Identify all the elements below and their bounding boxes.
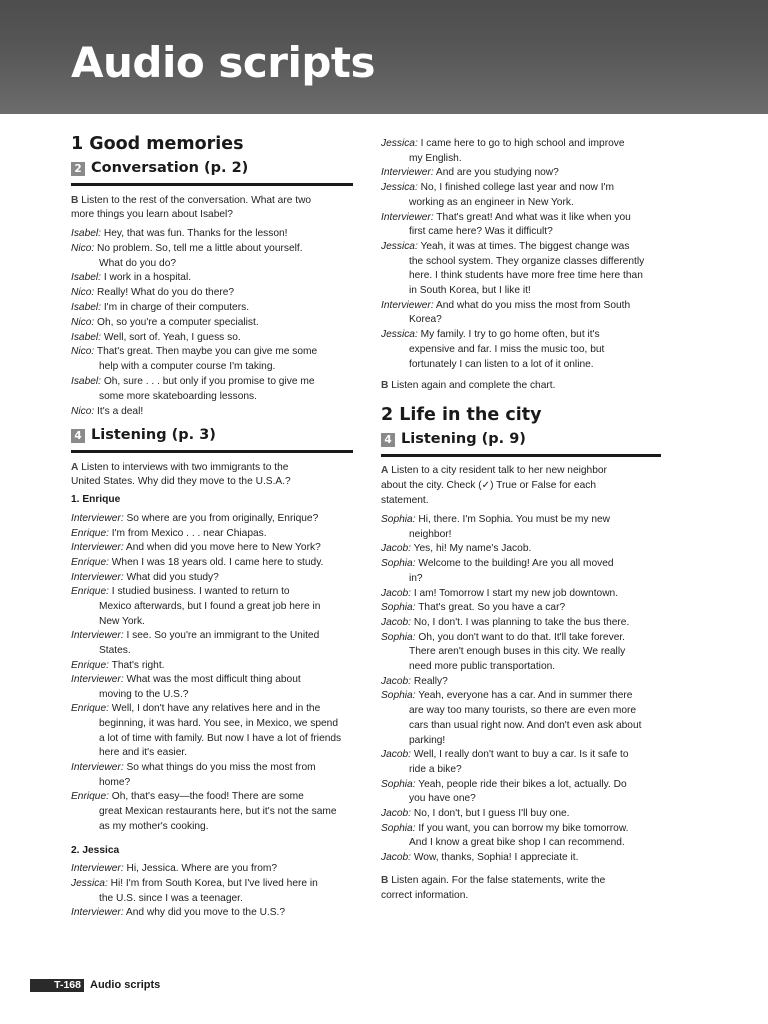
transcript-line [381,631,625,644]
line-text: Oh, that's easy—the food! There are some [108,791,304,803]
transcript-line [99,257,176,270]
transcript-line [381,748,629,761]
task-b-instruction-cont: correct information. [381,890,469,901]
line-text: New York. [99,615,145,627]
speaker-name: Enrique: [71,791,109,803]
line-text: Mexico afterwards, but I found a great job here in [99,600,321,612]
task-a-instruction [71,461,288,474]
transcript-line [71,659,165,672]
task-text: Listen to interviews with two immigrants to the [78,462,289,473]
section-listening-heading [71,428,353,444]
line-text: And why did you move to the U.S.? [123,907,286,919]
transcript-line [381,211,631,224]
transcript-line [409,269,643,282]
speaker-name: Nico: [71,346,95,358]
transcript-line [409,645,625,658]
transcript-line [409,196,574,209]
speaker-name: Interviewer: [381,167,434,179]
speaker-name: Sophia: [381,602,416,614]
transcript-line [381,513,610,526]
line-text: parking! [409,734,446,746]
transcript-line [71,629,319,642]
transcript-line [71,761,316,774]
transcript-line [71,375,314,388]
line-text: And when did you move here to New York? [123,542,321,554]
speaker-name: Interviewer: [71,571,124,583]
speaker-name: Enrique: [71,586,109,598]
speaker-name: Sophia: [381,631,416,643]
line-text: working as an engineer in New York. [409,196,574,208]
transcript-line [409,719,641,732]
line-text: I see. So you're an immigrant to the United [123,630,320,642]
unit-2-title: 2 Life in the city [381,405,542,425]
speaker-name: Nico: [71,316,95,328]
line-text: beginning, it was hard. You see, in Mexico, we spend [99,718,338,730]
line-text: I am! Tomorrow I start my new job downtown. [411,587,619,599]
line-text: And are you studying now? [433,167,559,179]
task-a-instruction-cont: United States. Why did they move to the U.S.A.? [71,476,291,487]
speaker-name: Jacob: [381,749,412,761]
section-number-badge: 2 [71,162,85,176]
speaker-name: Sophia: [381,514,416,525]
line-text: first came here? Was it difficult? [409,226,553,238]
line-text: need more public transportation. [409,661,556,672]
transcript-line [99,615,145,628]
speaker-name: Interviewer: [71,513,124,524]
task-label: B [381,380,389,391]
line-text: moving to the U.S.? [99,688,189,700]
transcript-line [409,763,462,776]
line-text: Yes, hi! My name's Jacob. [411,543,532,555]
section-conversation-heading [71,161,353,177]
transcript-line [381,137,625,150]
line-text: fortunately I can listen to a lot of it online. [409,358,594,370]
speaker-name: Enrique: [71,659,109,671]
transcript-line [409,836,625,849]
speaker-name: Interviewer: [71,630,124,642]
transcript-line [381,616,629,629]
transcript-line [409,313,442,326]
line-text: in? [409,572,423,584]
header-band [0,0,768,114]
line-text: as my mother's cooking. [99,820,209,832]
transcript-line [71,527,267,540]
line-text: the U.S. since I was a teenager. [99,892,243,904]
line-text: No, I don't. I was planning to take the bus there. [411,616,630,628]
line-text: States. [99,644,131,656]
transcript-line [99,732,341,745]
transcript-line [71,571,219,584]
transcript-line [409,528,451,541]
line-text: Hey, that was fun. Thanks for the lesson! [101,228,288,239]
transcript-line [381,299,630,312]
speaker-name: Interviewer: [71,863,124,874]
line-text: My family. I try to go home often, but it's [417,329,600,341]
line-text: That's right. [108,659,165,671]
line-text: When I was 18 years old. I came here to study. [108,556,324,568]
transcript-line [381,328,600,341]
speaker-name: Interviewer: [71,762,124,774]
page-title: Audio scripts [71,38,375,87]
line-text: cars than usual right now. And don't even ask about [409,719,642,731]
speaker-name: Sophia: [381,822,416,834]
line-text: What was the most difficult thing about [123,674,301,686]
transcript-line [381,778,627,791]
task-label: B [71,195,79,206]
transcript-line [409,734,445,747]
transcript-line [71,286,234,299]
speaker-name: Interviewer: [71,907,124,919]
line-text: I'm in charge of their computers. [101,302,250,313]
speaker-name: Jessica: [381,240,418,252]
transcript-line [99,360,275,373]
line-text: neighbor! [409,528,452,540]
line-text: There aren't enough buses in this city. We really [409,646,626,658]
line-text: Well, sort of. Yeah, I guess so. [101,331,241,343]
line-text: you have one? [409,793,476,805]
transcript-line [381,587,618,600]
line-text: some more skateboarding lessons. [99,390,257,402]
line-text: expensive and far. I miss the music too, but [409,343,605,355]
transcript-line [71,862,277,875]
transcript-line [409,358,594,371]
transcript-line [71,301,249,314]
line-text: Hi, Jessica. Where are you from? [123,863,278,874]
line-text: Yeah, everyone has a car. And in summer there [415,690,633,702]
subheading-enrique: 1. Enrique [71,494,121,505]
speaker-name: Interviewer: [71,542,124,554]
speaker-name: Jacob: [381,675,412,687]
line-text: Oh, so you're a computer specialist. [94,316,259,328]
line-text: great Mexican restaurants here, but it's not the same [99,806,337,817]
line-text: Korea? [409,314,442,326]
task-label: A [381,465,389,476]
section-title: Conversation (p. 2) [91,160,249,176]
transcript-line [381,675,448,688]
line-text: are way too many tourists, so there are even more [409,705,637,717]
transcript-line [99,776,130,789]
line-text: And what do you miss the most from South [433,299,631,311]
line-text: the school system. They organize classes differently [409,255,645,267]
transcript-line [71,405,143,418]
speaker-name: Isabel: [71,376,102,387]
task-text: Listen again and complete the chart. [388,380,556,391]
task-a-instruction [381,464,607,477]
speaker-name: Sophia: [381,778,416,790]
speaker-name: Enrique: [71,703,109,715]
section-title: Listening (p. 9) [401,431,526,447]
line-text: No problem. So, tell me a little about yourself. [94,242,303,254]
speaker-name: Jessica: [381,329,418,341]
section-rule [71,450,353,453]
task-label: A [71,462,79,473]
line-text: my English. [409,152,462,164]
speaker-name: Jessica: [381,182,418,194]
transcript-line [99,688,188,701]
transcript-line [409,704,636,717]
speaker-name: Interviewer: [381,299,434,311]
task-b-instruction-cont: more things you learn about Isabel? [71,209,233,220]
transcript-line [381,851,578,864]
line-text: Oh, you don't want to do that. It'll take forever. [415,631,626,643]
task-b-instruction [381,874,605,887]
line-text: If you want, you can borrow my bike tomorrow. [415,822,629,834]
speaker-name: Enrique: [71,527,109,539]
line-text: Really! What do you do there? [94,287,235,299]
speaker-name: Jacob: [381,808,412,819]
transcript-line [381,542,531,555]
unit-1-title: 1 Good memories [71,134,244,154]
line-text: So what things do you miss the most from [123,762,316,774]
line-text: I came here to go to high school and improve [417,138,625,149]
transcript-line [409,225,553,238]
speaker-name: Interviewer: [71,674,124,686]
transcript-line [99,644,131,657]
transcript-line [71,242,303,255]
page-number-tag: T-168 [30,979,84,992]
line-text: Really? [411,675,448,687]
task-text: Listen to a city resident talk to her new neighbor [388,465,607,476]
transcript-line [99,892,243,905]
line-text: Wow, thanks, Sophia! I appreciate it. [411,852,579,864]
transcript-line [71,271,191,284]
transcript-line [71,673,301,686]
line-text: What do you do? [99,257,177,269]
section-rule [381,454,661,457]
speaker-name: Nico: [71,242,95,254]
line-text: That's great. Then maybe you can give me some [94,346,318,358]
transcript-line [381,807,570,820]
transcript-line [71,790,304,803]
transcript-line [71,316,259,329]
transcript-line [71,906,285,919]
speaker-name: Nico: [71,405,95,417]
transcript-line [71,702,320,715]
transcript-line [99,805,337,818]
transcript-line [381,822,628,835]
transcript-line [99,746,187,759]
line-text: Oh, sure . . . but only if you promise to give me [101,376,315,387]
transcript-line [71,877,318,890]
transcript-line [409,660,555,673]
transcript-line [381,166,559,179]
line-text: Welcome to the building! Are you all moved [415,558,614,570]
line-text: What did you study? [123,571,219,583]
task-b-instruction [71,194,311,207]
line-text: It's a deal! [94,405,144,417]
transcript-line [409,792,476,805]
transcript-line [409,152,462,165]
section-listening-heading [381,432,661,448]
speaker-name: Interviewer: [381,211,434,223]
line-text: in South Korea, but I like it! [409,285,531,296]
line-text: Yeah, people ride their bikes a lot, actually. Do [415,778,627,790]
line-text: here and it's easier. [99,747,188,759]
line-text: So where are you from originally, Enrique? [123,513,319,524]
speaker-name: Jacob: [381,852,412,864]
line-text: And I know a great bike shop I can recommend. [409,837,625,849]
task-label: B [381,875,389,886]
transcript-line [71,227,288,240]
line-text: ride a bike? [409,763,462,775]
line-text: That's great. So you have a car? [415,602,566,614]
line-text: No, I don't, but I guess I'll buy one. [411,808,570,819]
transcript-line [71,556,323,569]
speaker-name: Nico: [71,287,95,299]
task-a-instruction-cont: statement. [381,495,429,506]
transcript-line [409,572,423,585]
transcript-line [99,717,338,730]
line-text: I'm from Mexico . . . near Chiapas. [108,527,267,539]
transcript-line [409,343,604,356]
transcript-line [99,600,320,613]
line-text: Yeah, it was at times. The biggest change was [417,240,630,252]
line-text: help with a computer course I'm taking. [99,361,276,373]
speaker-name: Jacob: [381,543,412,555]
task-text: Listen again. For the false statements, write the [388,875,606,886]
line-text: here. I think students have more free time here than [409,270,643,282]
subheading-jessica: 2. Jessica [71,845,120,856]
speaker-name: Jacob: [381,587,412,599]
transcript-line [71,512,318,525]
speaker-name: Sophia: [381,558,416,570]
transcript-line [381,557,614,570]
line-text: No, I finished college last year and now I'm [417,182,614,194]
transcript-line [409,255,644,268]
speaker-name: Isabel: [71,272,102,284]
line-text: Well, I really don't want to buy a car. Is it safe to [411,749,629,761]
speaker-name: Jessica: [381,138,418,149]
footer-label: Audio scripts [90,979,161,991]
speaker-name: Isabel: [71,228,102,239]
line-text: home? [99,776,131,788]
task-text: Listen to the rest of the conversation. What are two [78,195,312,206]
section-title: Listening (p. 3) [91,427,216,443]
transcript-line [71,585,290,598]
task-b2-instruction [381,379,555,392]
speaker-name: Jacob: [381,616,412,628]
transcript-line [381,689,632,702]
line-text: I work in a hospital. [101,272,192,284]
section-rule [71,183,353,186]
transcript-line [381,181,614,194]
transcript-line [71,345,317,358]
transcript-line [71,331,241,344]
task-a-instruction-cont: about the city. Check (✓) True or False for each [381,480,597,491]
transcript-line [71,541,321,554]
section-number-badge: 4 [71,429,85,443]
speaker-name: Jessica: [71,877,108,889]
speaker-name: Isabel: [71,331,102,343]
transcript-line [381,601,565,614]
line-text: a lot of time with family. But now I have a lot of friends [99,732,342,744]
transcript-line [99,820,209,833]
speaker-name: Sophia: [381,690,416,702]
speaker-name: Enrique: [71,556,109,568]
transcript-line [99,390,257,403]
line-text: Hi! I'm from South Korea, but I've lived here in [107,877,318,889]
line-text: Well, I don't have any relatives here and in the [108,703,321,715]
line-text: Hi, there. I'm Sophia. You must be my new [415,514,611,525]
transcript-line [409,284,531,297]
line-text: That's great! And what was it like when you [433,211,631,223]
section-number-badge: 4 [381,433,395,447]
transcript-line [381,240,629,253]
speaker-name: Isabel: [71,302,102,313]
line-text: I studied business. I wanted to return to [108,586,290,598]
